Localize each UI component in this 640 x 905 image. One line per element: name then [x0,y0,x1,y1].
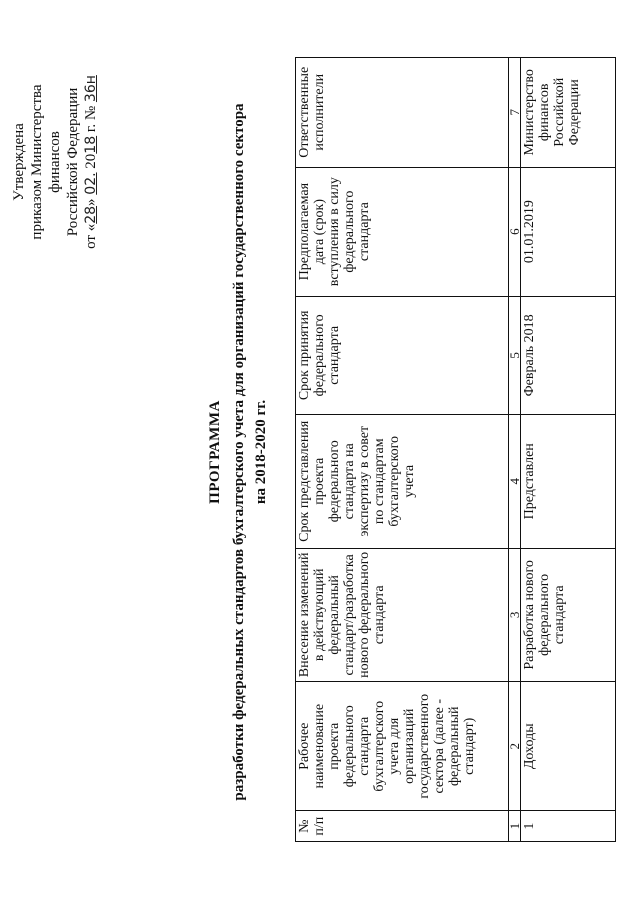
header-row [296,58,509,842]
date-suffix: г. № [83,105,99,133]
approval-line-3: финансов [47,131,63,193]
date-month: 02. [83,172,99,195]
document-subtitle: разработки федеральных стандартов бухгалтерского учета для организаций государственного сектора [231,103,247,801]
column-number-cell: 1 [509,811,521,842]
column-number-cell: 3 [509,548,521,682]
table-cell: 1 [521,811,616,842]
header-cell: Предполагаемая дата (срок) вступления в силу федерального стандарта [296,167,509,296]
header-cell: Срок принятия федерального стандарта [296,296,509,414]
table-cell: Доходы [521,682,616,811]
header-cell: № п/п [296,811,509,842]
program-table [295,57,616,842]
rotated-content [10,22,630,882]
date-year: 18 [83,135,99,154]
table-cell: Разработка нового федерального стандарта [521,548,616,682]
table-cell: Февраль 2018 [521,296,616,414]
date-close: » [83,198,99,206]
table-cell: 01.01.2019 [521,167,616,296]
column-number-cell: 5 [509,296,521,414]
approval-line-1: Утверждена [11,123,27,201]
approval-line-4: Российской Федерации [65,87,81,237]
column-number-cell: 6 [509,167,521,296]
column-number-cell: 4 [509,414,521,548]
table-cell: Министерство финансов Российской Федерации [521,58,616,168]
header-cell: Ответственные исполнители [296,58,509,168]
date-day: 28 [83,205,99,224]
document-title: ПРОГРАММА [207,400,223,504]
header-cell: Рабочее наименование проекта федерального стандарта бухгалтерского учета для организаций государственного сектора (далее - федеральный стандарт) [296,682,509,811]
approval-stamp [10,42,100,282]
document-period: на 2018-2020 гг. [253,399,269,505]
order-number: 36н [83,75,99,103]
table-row [521,58,616,842]
column-number-cell: 7 [509,58,521,168]
header-cell: Внесение изменений в действующий федеральный стандарт/разработка нового федерального стандарта [296,548,509,682]
header-cell: Срок представления проекта федерального стандарта на экспертизу в совет по стандартам бухгалтерского учета [296,414,509,548]
approval-line-2: приказом Министерства [29,84,45,240]
table-cell: Представлен [521,414,616,548]
column-number-cell: 2 [509,682,521,811]
date-prefix: от « [83,223,99,249]
column-number-row [509,58,521,842]
approval-date [82,42,100,282]
date-year-prefix: 20 [83,153,99,169]
